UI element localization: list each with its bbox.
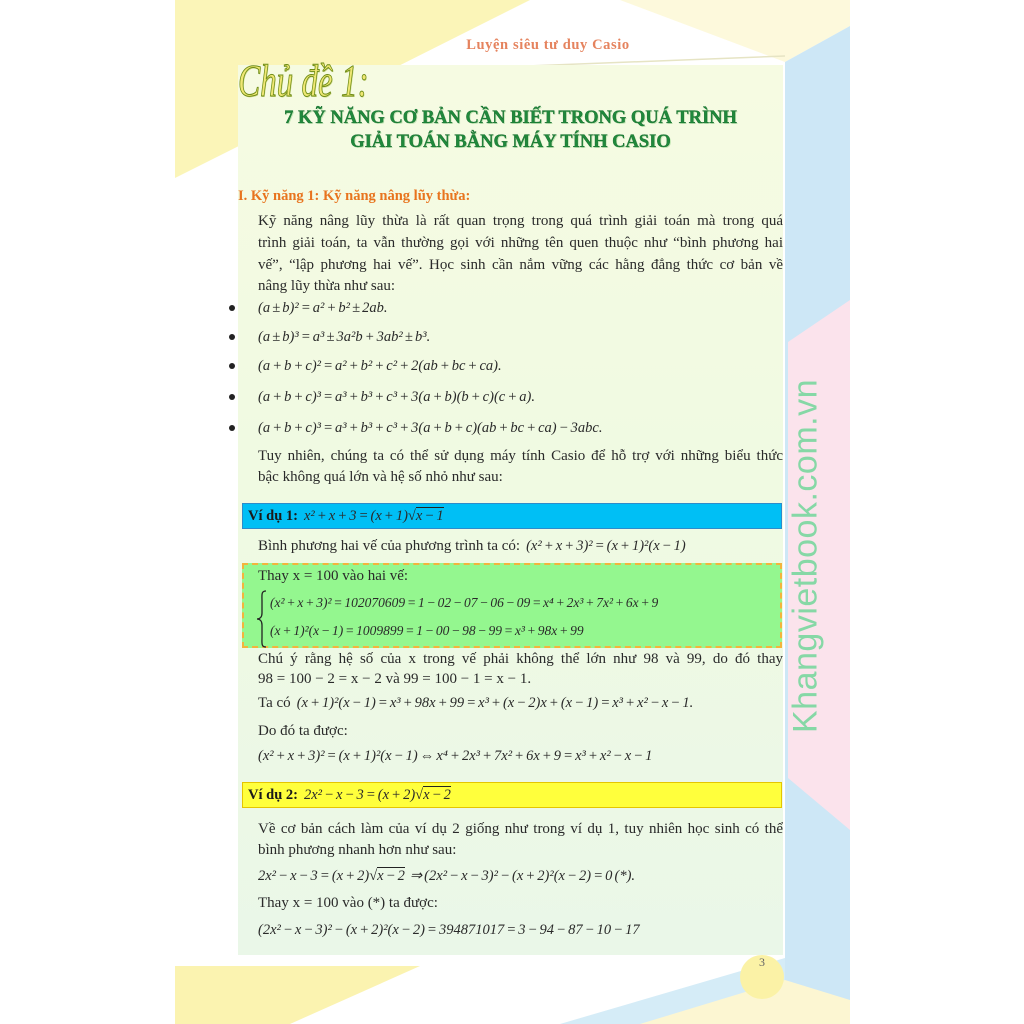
step-line bbox=[258, 535, 783, 557]
step-formula: (x² + x + 3)² = (x + 1)²(x − 1) bbox=[526, 538, 686, 554]
note-line: Chú ý rằng hệ số của x trong vế phải không thể lớn như 98 và 99, do đó thay bbox=[258, 651, 783, 667]
example2-box bbox=[242, 782, 782, 808]
intro-line: nâng lũy thừa như sau: bbox=[258, 278, 396, 294]
intro-line: trình giải toán, ta vẫn thường gọi với những tên quen thuộc như “bình phương hai bbox=[258, 235, 783, 251]
page-number: 3 bbox=[759, 955, 765, 969]
chapter-title-line2: GIẢI TOÁN BẰNG MÁY TÍNH CASIO bbox=[350, 132, 671, 152]
intro-line: vế”, “lập phương hai vế”. Học sinh cần nắm vững các hằng đẳng thức cơ bản về bbox=[258, 257, 783, 273]
radicand: x − 1 bbox=[415, 508, 444, 524]
bullet-icon bbox=[229, 425, 235, 431]
conclusion-formula: (x² + x + 3)² = (x + 1)²(x − 1) ⇔ x⁴ + 2x³ + 7x² + 6x + 9 = x³ + x² − x − 1 bbox=[258, 748, 653, 764]
taco-text: Ta có bbox=[258, 695, 291, 711]
bottom-left-yellow-shape bbox=[175, 966, 420, 1024]
conclusion-text: Do đó ta được: bbox=[258, 723, 348, 739]
chapter-title-line1: 7 KỸ NĂNG CƠ BẢN CẦN BIẾT TRONG QUÁ TRÌNH bbox=[284, 108, 737, 128]
step-text: Bình phương hai vế của phương trình ta có: bbox=[258, 538, 521, 554]
bullet-icon bbox=[229, 334, 235, 340]
explanation-line: Về cơ bản cách làm của ví dụ 2 giống như trong ví dụ 1, tuy nhiên học sinh có thể bbox=[258, 821, 783, 837]
step-lhs: 2x² − x − 3 = (x + 2)√ bbox=[258, 868, 378, 884]
bullet-icon bbox=[229, 363, 235, 369]
equation-lhs: 2x² − x − 3 = (x + 2)√ bbox=[303, 787, 424, 803]
section-heading: I. Kỹ năng 1: Kỹ năng nâng lũy thừa: bbox=[238, 188, 471, 204]
taco-formula: (x + 1)²(x − 1) = x³ + 98x + 99 = x³ + (x − 2)x + (x − 1) = x³ + x² − x − 1. bbox=[296, 695, 694, 711]
identity-formula: (a + b + c)³ = a³ + b³ + c³ + 3(a + b + c)(ab + bc + ca) − 3abc. bbox=[258, 420, 603, 436]
bullet-icon bbox=[229, 394, 235, 400]
chapter-label: Chủ đề 1: bbox=[238, 55, 369, 106]
identity-formula: (a + b + c)² = a² + b² + c² + 2(ab + bc + ca). bbox=[258, 358, 502, 374]
step-rest: ⇒ (2x² − x − 3)² − (x + 2)²(x − 2) = 0 (*). bbox=[409, 868, 636, 884]
example-equation bbox=[304, 508, 444, 524]
identity-formula: (a ± b)² = a² + b² ± 2ab. bbox=[258, 300, 388, 316]
example-label: Ví dụ 1: bbox=[248, 508, 298, 524]
running-title: Luyện siêu tư duy Casio bbox=[466, 37, 630, 53]
system-line: (x² + x + 3)² = 102070609 = 1 − 02 − 07 − 06 − 09 = x⁴ + 2x³ + 7x² + 6x + 9 bbox=[270, 595, 659, 610]
example1-box bbox=[242, 503, 782, 529]
bullet-icon bbox=[229, 305, 235, 311]
example-label: Ví dụ 2: bbox=[248, 787, 298, 803]
substitution-box bbox=[242, 563, 782, 648]
system-line: (x + 1)²(x − 1) = 1009899 = 1 − 00 − 98 − 99 = x³ + 98x + 99 bbox=[270, 623, 584, 638]
note-line: 98 = 100 − 2 = x − 2 và 99 = 100 − 1 = x − 1. bbox=[258, 671, 532, 687]
example-equation bbox=[304, 787, 451, 803]
brace-icon bbox=[256, 590, 268, 648]
identity-formula: (a + b + c)³ = a³ + b³ + c³ + 3(a + b)(b + c)(c + a). bbox=[258, 389, 535, 405]
watermark-text: Khangvietbook.com.vn bbox=[786, 379, 825, 733]
taco-line bbox=[258, 692, 783, 714]
equation-lhs: x² + x + 3 = (x + 1)√ bbox=[303, 508, 416, 524]
explanation-line: bình phương nhanh hơn như sau: bbox=[258, 842, 457, 858]
substitution-intro: Thay x = 100 vào hai vế: bbox=[258, 568, 409, 584]
identity-formula: (a ± b)³ = a³ ± 3a²b + 3ab² ± b³. bbox=[258, 329, 431, 345]
page-number-badge bbox=[740, 955, 784, 999]
step-formula bbox=[258, 865, 783, 887]
substitution-formula: (2x² − x − 3)² − (x + 2)²(x − 2) = 394871017 = 3 − 94 − 87 − 10 − 17 bbox=[258, 922, 640, 938]
radicand: x − 2 bbox=[377, 868, 405, 884]
transition-line: Tuy nhiên, chúng ta có thể sử dụng máy tính Casio để hỗ trợ với những biểu thức bbox=[258, 448, 783, 464]
transition-line: bậc không quá lớn và hệ số nhỏ như sau: bbox=[258, 469, 503, 485]
substitution-text: Thay x = 100 vào (*) ta được: bbox=[258, 895, 438, 911]
radicand: x − 2 bbox=[423, 787, 451, 803]
intro-line: Kỹ năng nâng lũy thừa là rất quan trọng trong quá trình giải toán mà trong quá bbox=[258, 213, 783, 229]
